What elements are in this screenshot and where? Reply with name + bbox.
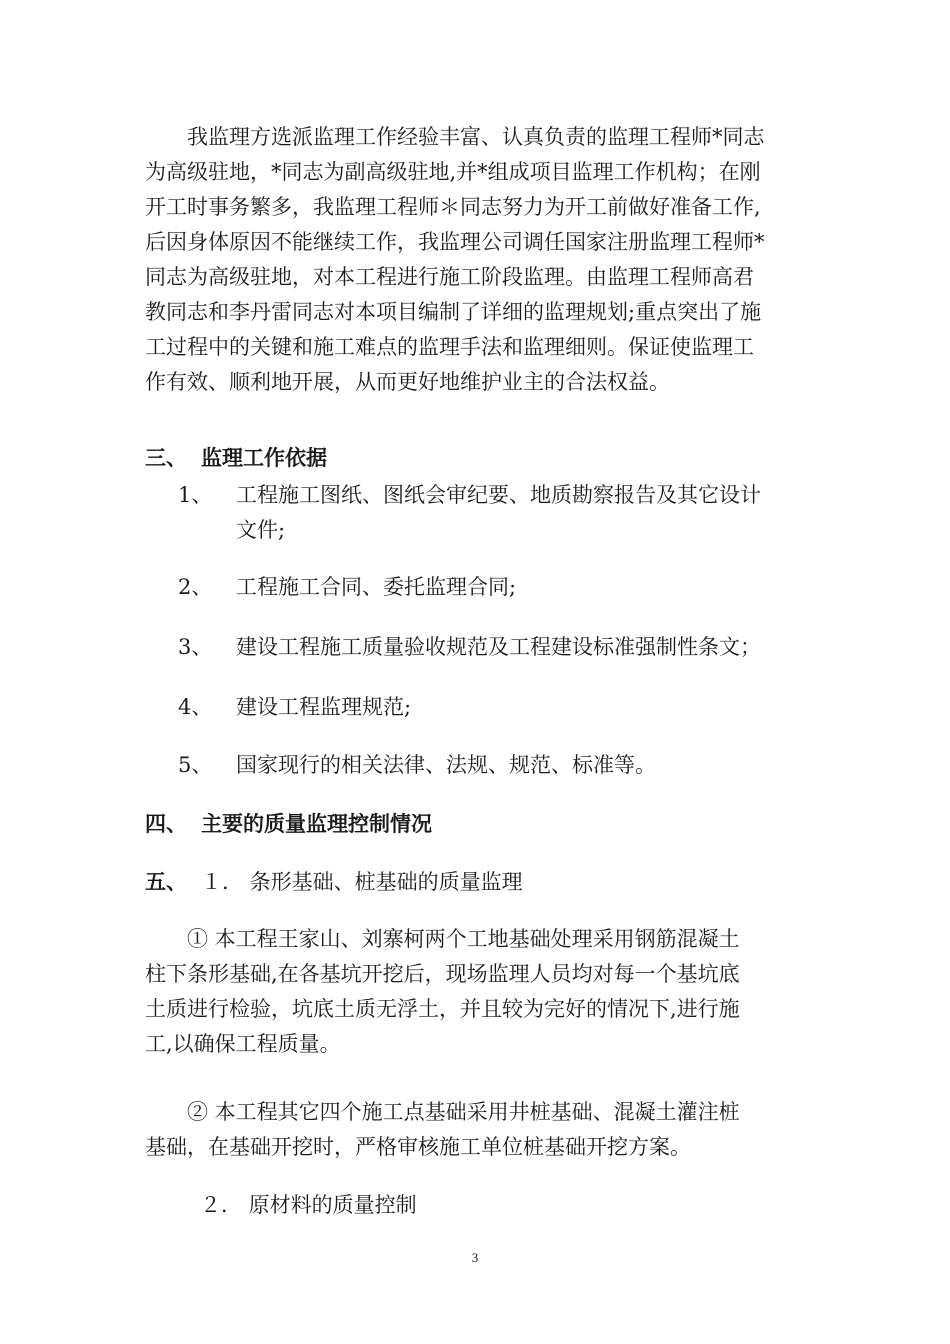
text-line: 教同志和李丹雷同志对本项目编制了详细的监理规划;重点突出了施 [145,300,762,324]
subsection-heading: ２． 原材料的质量控制 [200,1193,417,1217]
text-line: 柱下条形基础,在各基坑开挖后，现场监理人员均对每一个基坑底 [145,962,740,986]
list-item-text [236,748,656,783]
text-line: 国家现行的相关法律、法规、规范、标准等。 [236,753,656,777]
section-title: 主要的质量监理控制情况 [201,811,432,836]
text-line: 后因身体原因不能继续工作，我监理公司调任国家注册监理工程师* [145,230,765,254]
section-number: 五、 [145,869,187,894]
text-line: 土质进行检验，坑底土质无浮土，并且较为完好的情况下,进行施 [145,997,740,1021]
list-item-text [236,478,761,548]
list-item-number: 5、 [178,753,213,777]
list-item-text [236,690,411,725]
text-line: 建设工程施工质量验收规范及工程建设标准强制性条文； [236,635,761,659]
subsection-title: １． 条形基础、桩基础的质量监理 [201,870,523,894]
section-number: 三、 [145,445,187,470]
text-line: 工,以确保工程质量。 [145,1032,341,1056]
text-line: 工过程中的关键和施工难点的监理手法和监理细则。保证使监理工 [145,335,754,359]
section-3-heading [145,440,327,475]
section-number: 四、 [145,811,187,836]
list-item-number: 1、 [178,483,213,507]
intro-paragraph [145,120,805,400]
text-line: 工程施工图纸、图纸会审纪要、地质勘察报告及其它设计 [236,483,761,507]
text-line: 作有效、顺利地开展，从而更好地维护业主的合法权益。 [145,370,670,394]
text-line: 工程施工合同、委托监理合同; [236,575,517,599]
list-item-number: 3、 [178,635,213,659]
text-line: ② 本工程其它四个施工点基础采用井桩基础、混凝土灌注桩 [187,1100,740,1124]
paragraph-circle-1 [145,922,805,1062]
text-line: 我监理方选派监理工作经验丰富、认真负责的监理工程师*同志 [187,125,765,149]
paragraph-circle-2 [145,1095,805,1165]
text-line: 同志为高级驻地，对本工程进行施工阶段监理。由监理工程师高君 [145,265,754,289]
list-item-text [236,630,761,665]
text-line: ① 本工程王家山、刘寨柯两个工地基础处理采用钢筋混凝土 [187,927,740,951]
section-5-heading [145,864,523,900]
list-item-number: 2、 [178,575,213,599]
text-line: 基础，在基础开挖时，严格审核施工单位桩基础开挖方案。 [145,1135,691,1159]
section-title: 监理工作依据 [201,445,327,470]
text-line: 文件; [236,518,286,542]
list-item-text [236,570,516,605]
text-line: 为高级驻地，*同志为副高级驻地,并*组成项目监理工作机构；在刚 [145,160,761,184]
text-line: 建设工程监理规范; [236,695,412,719]
text-line: 开工时事务繁多，我监理工程师＊同志努力为开工前做好准备工作, [145,195,761,219]
page-number: 3 [471,1250,479,1265]
list-item-number: 4、 [178,695,213,719]
section-4-heading [145,806,432,841]
